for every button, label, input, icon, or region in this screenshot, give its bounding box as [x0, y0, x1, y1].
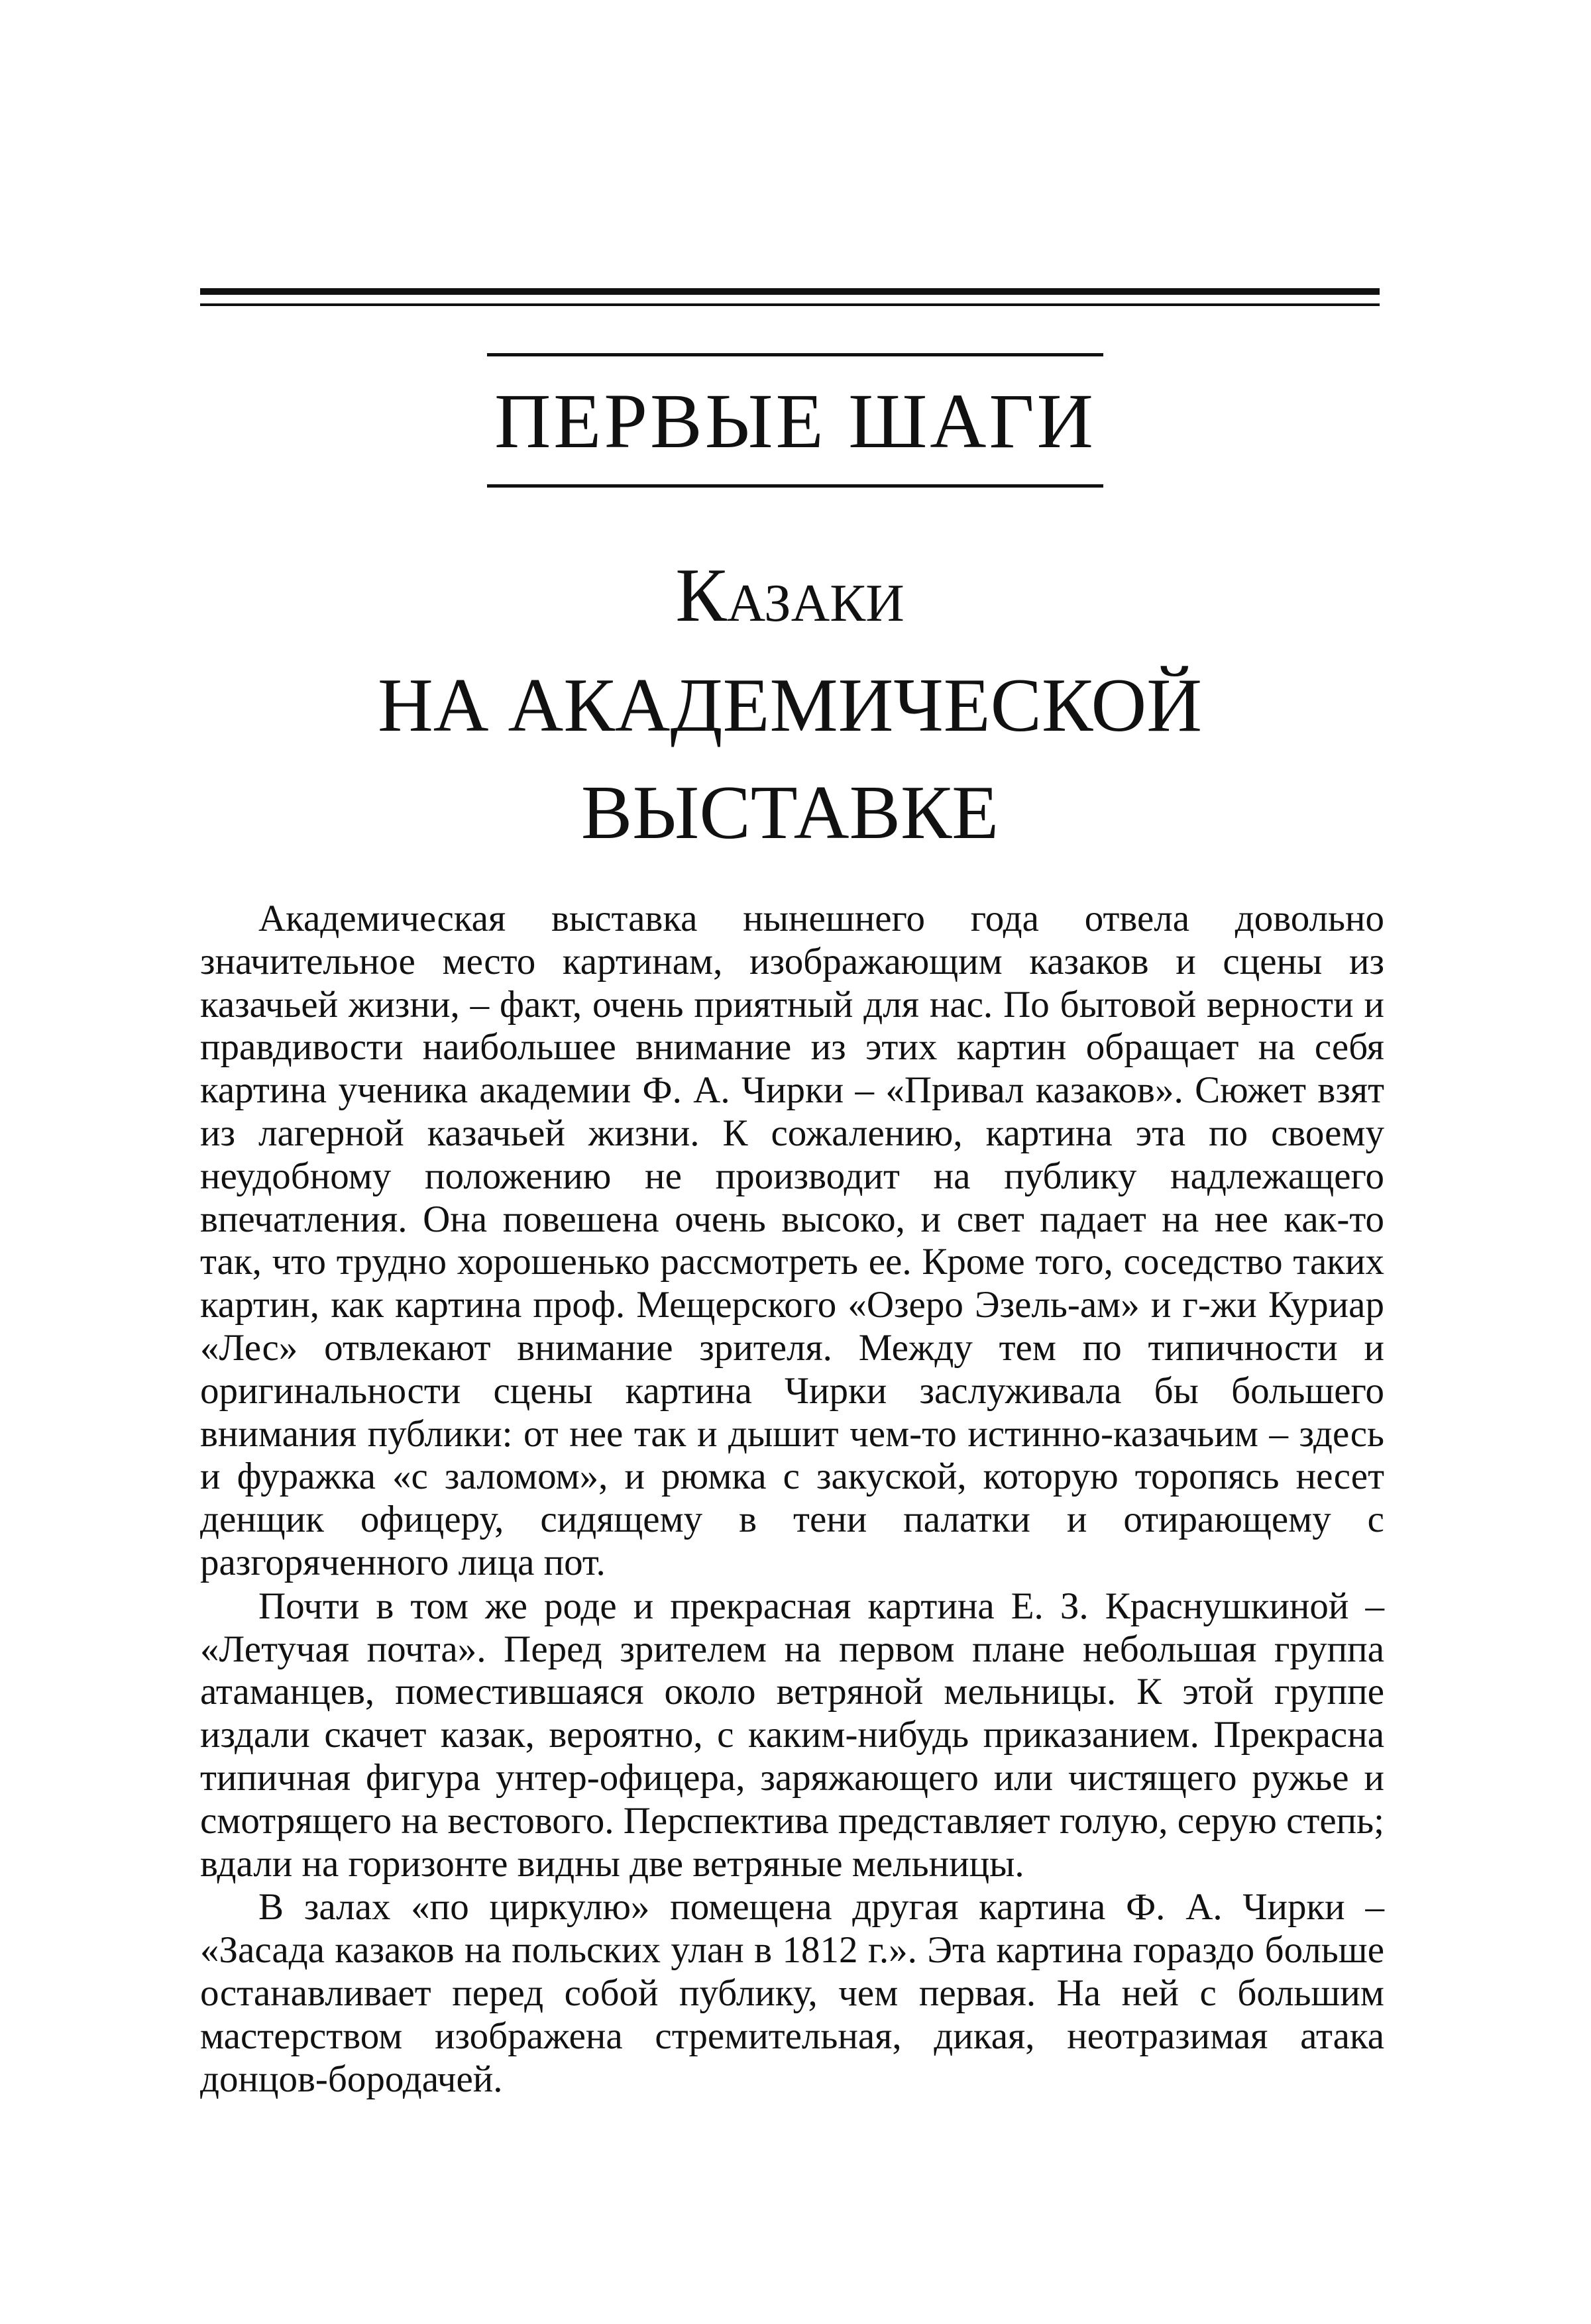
paragraph: Почти в том же роде и прекрасная картина Е. З. Краснушкиной – «Летучая почта». Перед зрителем на первом плане небольшая группа атаманцев, поместившаяся около ветряной мельницы. К этой группе издали скачет казак, вероятно, с каким-нибудь приказанием. Прекрасна типичная фигура унтер-офицера, заряжающего или чистящего ружье и смотрящего на вестового. Перспектива представляет голую, серую степь; вдали на горизонте видны две ветряные мельницы.: [200, 1585, 1384, 1885]
body-text: [200, 898, 1384, 2101]
chapter-title-line-2: НА АКАДЕМИЧЕСКОЙ ВЫСТАВКЕ: [378, 663, 1202, 855]
chapter-title-line-1: Казаки: [675, 553, 905, 638]
header-rule-thin: [200, 303, 1380, 306]
section-rule-top: [487, 353, 1103, 356]
section-rule-bottom: [487, 484, 1103, 488]
section-title: ПЕРВЫЕ ШАГИ: [494, 378, 1096, 464]
section-heading: [487, 353, 1103, 492]
chapter-title: [200, 542, 1380, 867]
paragraph: В залах «по циркулю» помещена другая картина Ф. А. Чирки – «Засада казаков на польских улан в 1812 г.». Эта картина гораздо больше останавливает перед собой публику, чем первая. На ней с большим мастерством изображена стремительная, дикая, неотразимая атака донцов-бородачей.: [200, 1886, 1384, 2100]
header-rule-thick: [200, 288, 1380, 295]
paragraph: Академическая выставка нынешнего года отвела довольно значительное место картинам, изображающим казаков и сцены из казачьей жизни, – факт, очень приятный для нас. По бытовой верности и правдивости наибольшее внимание из этих картин обращает на себя картина ученика академии Ф. А. Чирки – «Привал казаков». Сюжет взят из лагерной казачьей жизни. К сожалению, картина эта по своему неудобному положению не производит на публику надлежащего впечатления. Она повешена очень высоко, и свет падает на нее как-то так, что трудно хорошенько рассмотреть ее. Кроме того, соседство таких картин, как картина проф. Мещерского «Озеро Эзель-ам» и г-жи Куриар «Лес» отвлекают внимание зрителя. Между тем по типичности и оригинальности сцены картина Чирки заслуживала бы большего внимания публики: от нее так и дышит чем-то истинно-казачьим – здесь и фуражка «с заломом», и рюмка с закуской, которую торопясь несет денщик офицеру, сидящему в тени палатки и отирающему с разгоряченного лица пот.: [200, 898, 1384, 1583]
